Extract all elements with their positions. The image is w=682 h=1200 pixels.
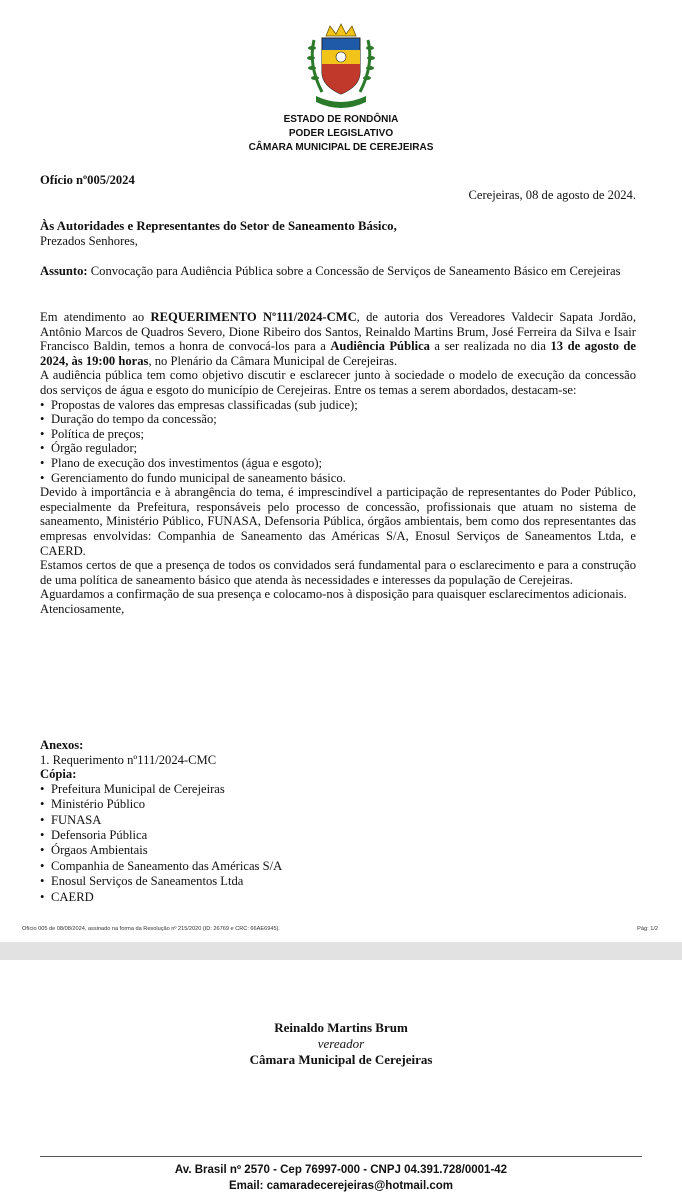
list-item: • Duração do tempo da concessão; [40,412,636,427]
p1-text-g: , no Plenário da Câmara Municipal de Cerejeiras. [148,353,398,368]
date-line: Cerejeiras, 08 de agosto de 2024. [468,188,636,202]
paragraph-4: Estamos certos de que a presença de todos os convidados será fundamental para o esclarecimento e para a construção de uma política de saneamento básico que atenda às necessidades e interesses da população de Cerejeiras. [40,558,636,587]
topics-list [40,398,636,486]
closing: Atenciosamente, [40,601,125,616]
addressee: Às Autoridades e Representantes do Setor de Saneamento Básico, [40,219,397,233]
signer-org: Câmara Municipal de Cerejeiras [249,1052,433,1067]
copia-label: Cópia: [40,767,77,782]
subject [40,264,636,279]
oficio-number: Ofício nº005/2024 [40,173,135,187]
list-item: • Propostas de valores das empresas classificadas (sub judice); [40,398,636,413]
header-state: ESTADO DE RONDÔNIA [283,114,399,125]
list-item: • Gerenciamento do fundo municipal de saneamento básico. [40,471,636,486]
requerimento-ref: REQUERIMENTO Nº111/2024-CMC [150,310,357,324]
subject-label: Assunto: [40,264,88,278]
footer-divider [40,1156,642,1157]
subject-text: Convocação para Audiência Pública sobre a Concessão de Serviços de Saneamento Básico em Cerejeiras [87,264,621,278]
list-item: • Enosul Serviços de Saneamentos Ltda [40,874,440,889]
copy-list [40,782,440,905]
email-line: Email: camaradecerejeiras@hotmail.com [228,1180,454,1192]
signature-footnote: Ofício 005 de 08/08/2024, assinado na forma da Resolução nº 215/2020 (ID: 26769 e CRC: 66AE6945). [22,926,280,932]
p1-text-e: a ser realizada no dia [429,339,551,354]
p1-text-c: , de autoria dos Vereadores Valdecir Sapata Jordão, Antônio Marcos de Quadros Severo, Dione Ribeiro dos Santos, Reinaldo Martins Brum, José Ferreira da Silva e Isair Francisco Baldin, temos a honra de convocá-los para a [40,310,636,354]
letter-body [40,310,636,616]
list-item: • Órgaos Ambientais [40,843,440,858]
list-item: • Ministério Público [40,797,440,812]
list-item: • Prefeitura Municipal de Cerejeiras [40,782,440,797]
audiencia-label: Audiência Pública [330,339,430,354]
coat-of-arms-icon [300,20,382,112]
page-separator [0,942,682,960]
paragraph-1 [40,310,636,368]
paragraph-3: Devido à importância e à abrangência do tema, é imprescindível a participação de representantes do Poder Público, especialmente da Prefeitura, responsáveis pelo processo de concessão, profissionais que atuam no sistema de saneamento, Ministério Público, FUNASA, Defensoria Pública, órgãos ambientais, bem como dos representantes das empresas envolvidas: Companhia de Saneamento das Américas S/A, Enosul Serviços de Saneamentos Ltda, e CAERD. [40,485,636,558]
event-datetime: 13 de agosto de 2024, às 19:00 horas [40,339,636,368]
document-page-2 [0,960,682,1200]
list-item: • FUNASA [40,813,440,828]
anexo-item: 1. Requerimento nº111/2024-CMC [40,752,217,767]
list-item: • Órgão regulador; [40,441,636,456]
list-item: • Defensoria Pública [40,828,440,843]
salutation: Prezados Senhores, [40,234,138,248]
header-power: PODER LEGISLATIVO [288,128,394,139]
paragraph-2: A audiência pública tem como objetivo discutir e esclarecer junto à sociedade o modelo de execução da concessão dos serviços de água e esgoto do município de Cerejeiras. Entre os temas a serem abordados, destacam-se: [40,368,636,397]
signer-name: Reinaldo Martins Brum [274,1020,408,1035]
p1-text-a: Em atendimento ao [40,310,151,324]
header-chamber: CÂMARA MUNICIPAL DE CEREJEIRAS [248,142,434,153]
paragraph-5: Aguardamos a confirmação de sua presença e colocamo-nos à disposição para quaisquer esclarecimentos adicionais. [40,587,627,602]
list-item: • Política de preços; [40,427,636,442]
anexos-label: Anexos: [40,738,84,752]
attachments-section [40,738,440,905]
list-item: • Companhia de Saneamento das Américas S/A [40,859,440,874]
address-line: Av. Brasil nº 2570 - Cep 76997-000 - CNPJ 04.391.728/0001-42 [174,1164,508,1176]
page-number: Pág: 1/2 [637,926,658,932]
list-item: • CAERD [40,890,440,905]
signer-role: vereador [317,1036,365,1051]
list-item: • Plano de execução dos investimentos (água e esgoto); [40,456,636,471]
